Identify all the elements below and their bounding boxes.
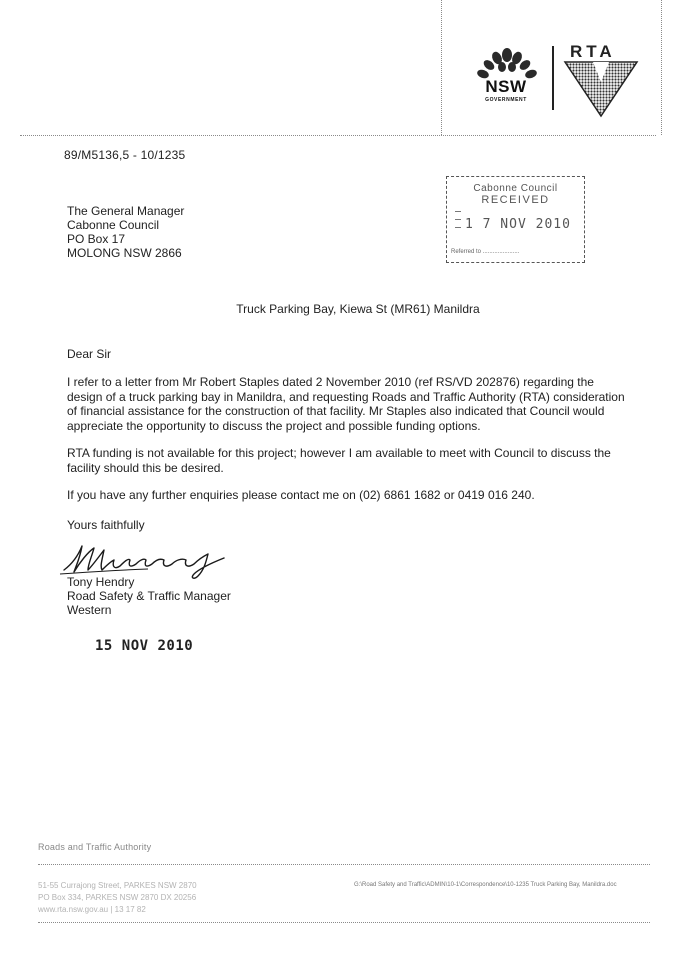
- rta-logo-text: RTA: [570, 42, 616, 61]
- stamp-label: RECEIVED: [481, 194, 550, 206]
- footer-address-line-3: www.rta.nsw.gov.au | 13 17 82: [38, 905, 146, 914]
- stamp-tick: [455, 219, 461, 220]
- footer-address-line-1: 51-55 Currajong Street, PARKES NSW 2870: [38, 881, 197, 890]
- fold-line-horizontal: [20, 135, 656, 136]
- footer-file-path: G:\Road Safety and Traffic\ADMIN\10-1\Correspondence\10-1235 Truck Parking Bay, Manildra.doc: [354, 882, 617, 888]
- recipient-address: [67, 204, 184, 260]
- fold-line-vertical-right: [661, 0, 662, 135]
- signer-title: Road Safety & Traffic Manager: [67, 589, 231, 603]
- stamp-referred: Referred to ......................: [451, 249, 520, 255]
- signature: [58, 536, 238, 580]
- signer-region: Western: [67, 603, 112, 617]
- reference-number: 89/M5136,5 - 10/1235: [64, 148, 186, 162]
- salutation: Dear Sir: [67, 347, 112, 361]
- stamp-date: 1 7 NOV 2010: [465, 217, 571, 232]
- logo-divider: [552, 46, 554, 110]
- stamp-tick: [455, 211, 461, 212]
- footer-org: Roads and Traffic Authority: [38, 842, 152, 852]
- nsw-logo-subtext: GOVERNMENT: [485, 97, 527, 103]
- signer-block: [67, 575, 231, 617]
- footer-address: [38, 880, 197, 916]
- closing: Yours faithfully: [67, 518, 145, 532]
- signer-name: Tony Hendry: [67, 575, 135, 589]
- recipient-line-3: PO Box 17: [67, 232, 126, 246]
- body-paragraph-2: RTA funding is not available for this project; however I am available to meet with Council to discuss the facility should this be desired.: [67, 446, 611, 475]
- body-paragraph-1: I refer to a letter from Mr Robert Staples dated 2 November 2010 (ref RS/VD 202876) regarding the design of a truck parking bay in Manildra, and requesting Roads and Traffic Authority (RTA) consideration of financial assistance for the construction of that facility. Mr Staples also indicated that Council would appreciate the opportunity to discuss the project and possible funding options.: [67, 375, 625, 433]
- footer-address-line-2: PO Box 334, PARKES NSW 2870 DX 20256: [38, 893, 197, 902]
- nsw-logo-text: NSW: [485, 77, 527, 96]
- stamp-org: Cabonne Council: [473, 183, 558, 194]
- recipient-line-2: Cabonne Council: [67, 218, 160, 232]
- received-stamp: [446, 176, 585, 263]
- stamp-tick: [455, 227, 461, 228]
- recipient-line-4: MOLONG NSW 2866: [67, 246, 182, 260]
- subject-line: Truck Parking Bay, Kiewa St (MR61) Manildra: [236, 302, 480, 316]
- rta-chevron-logo: [563, 60, 639, 118]
- footer-rule-bottom: [38, 922, 650, 923]
- body-paragraph-3: If you have any further enquiries please contact me on (02) 6861 1682 or 0419 016 240.: [67, 488, 535, 502]
- footer-rule-top: [38, 864, 650, 865]
- recipient-line-1: The General Manager: [67, 204, 185, 218]
- fold-line-vertical: [441, 0, 442, 135]
- date-stamp: 15 NOV 2010: [95, 638, 194, 654]
